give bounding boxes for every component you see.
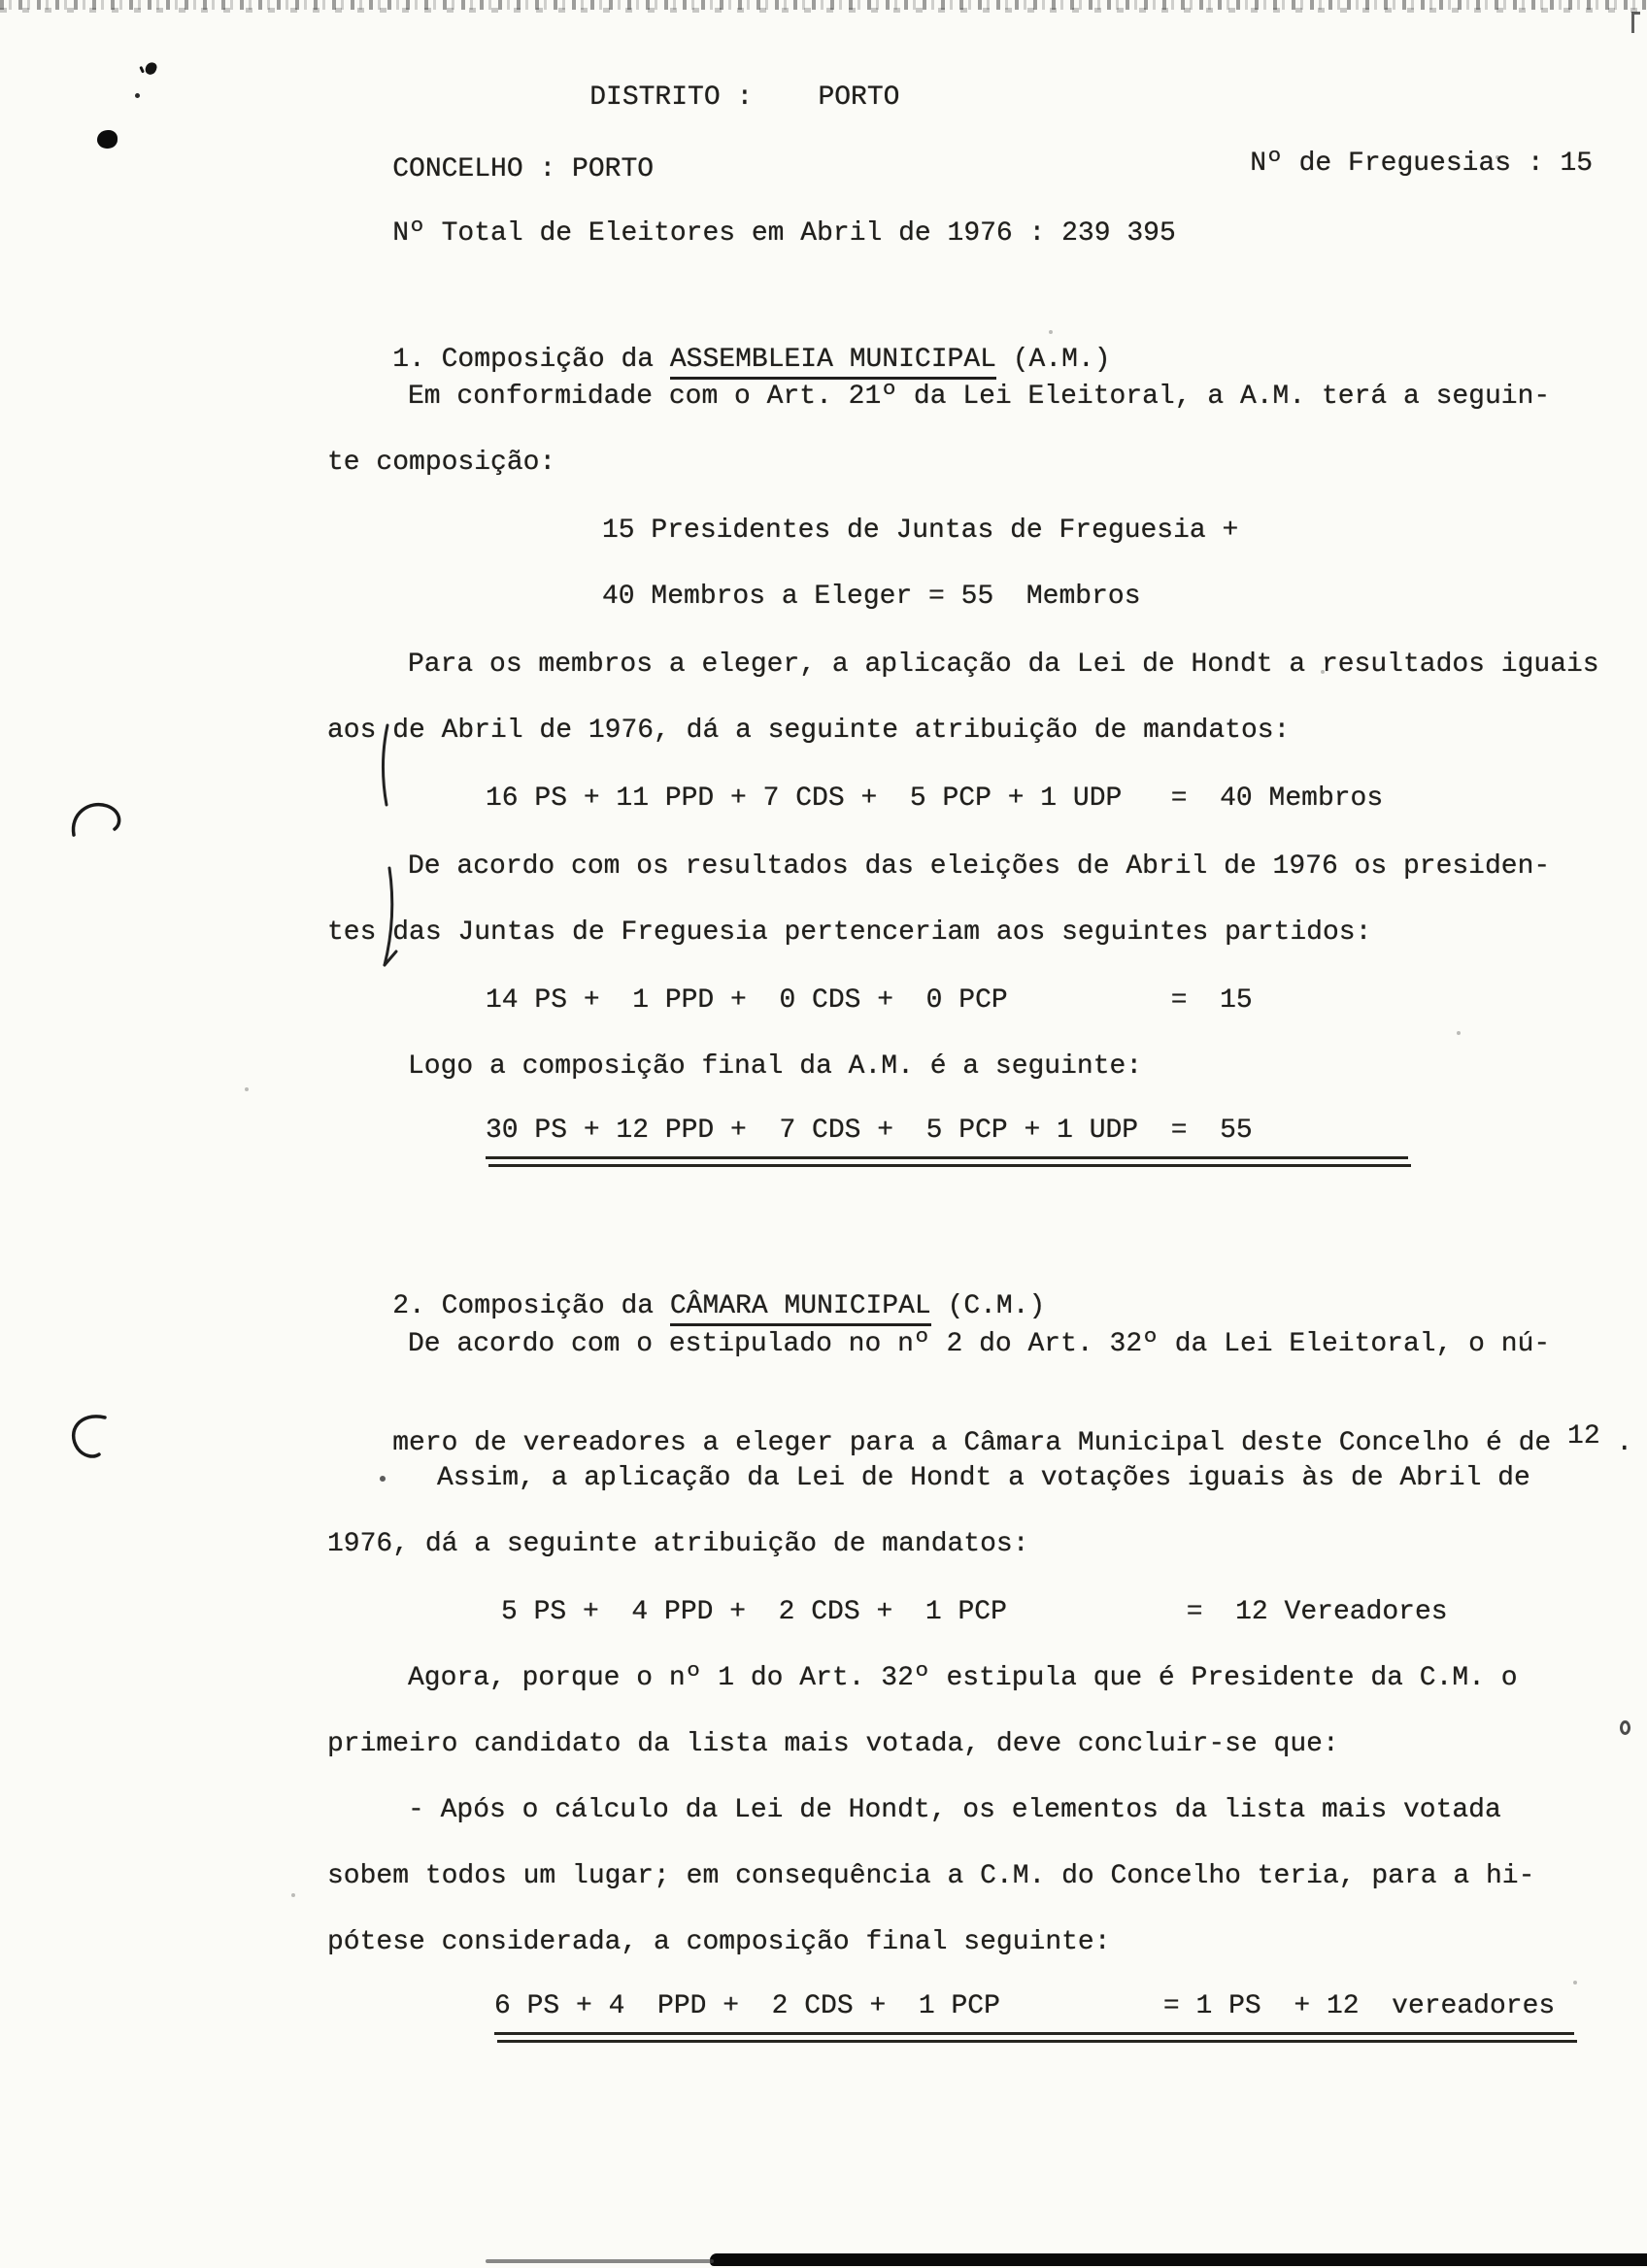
distrito-label: DISTRITO : <box>589 83 754 113</box>
s1-para3-line2: tes das Juntas de Freguesia pertenceriam aos seguintes partidos: <box>327 917 1372 948</box>
scan-line-bottom <box>486 2259 714 2263</box>
s1-composition-line1: 15 Presidentes de Juntas de Freguesia + <box>602 516 1239 546</box>
concelho-value: PORTO <box>572 154 655 184</box>
eleitores-label: Nº Total de Eleitores em Abril de 1976 : <box>392 218 1046 249</box>
s2-para4-line2: sobem todos um lugar; em consequência a C.M. do Concelho teria, para a hi- <box>327 1861 1535 1891</box>
s2-para3-line1: Agora, porque o nº 1 do Art. 32º estipula que é Presidente da C.M. o <box>408 1663 1518 1693</box>
ink-blot-large <box>97 130 118 149</box>
eleitores-line <box>327 184 1176 284</box>
section2-heading-suffix: (C.M.) <box>930 1291 1046 1321</box>
pen-mark-curl-2 <box>62 1410 122 1464</box>
freguesias-value: 15 <box>1560 149 1594 179</box>
ink-blot-tiny <box>135 93 140 98</box>
section2-heading-title: CÂMARA MUNICIPAL <box>670 1291 931 1326</box>
s1-formula-presidentes: 14 PS + 1 PPD + 0 CDS + 0 PCP = 15 <box>486 985 1253 1016</box>
s2-formula-final: 6 PS + 4 PPD + 2 CDS + 1 PCP = 1 PS + 12 vereadores <box>494 1990 1574 2035</box>
s1-para1-line1: Em conformidade com o Art. 21º da Lei Eleitoral, a A.M. terá a seguin- <box>408 382 1551 412</box>
eleitores-value: 239 395 <box>1061 218 1176 249</box>
section1-heading-prefix: 1. Composição da <box>392 345 670 375</box>
s1-formula-membros: 16 PS + 11 PPD + 7 CDS + 5 PCP + 1 UDP = 40 Membros <box>486 784 1384 814</box>
s1-composition-line2: 40 Membros a Eleger = 55 Membros <box>602 582 1141 612</box>
s1-para2-line2: aos de Abril de 1976, dá a seguinte atribuição de mandatos: <box>327 716 1291 746</box>
s1-para1-line2: te composição: <box>327 448 556 478</box>
ink-blot-small <box>144 60 158 76</box>
scan-mark-top-right <box>1631 12 1637 33</box>
concelho-label: CONCELHO : <box>392 154 556 184</box>
s2-para4-line3: pótese considerada, a composição final seguinte: <box>327 1927 1111 1957</box>
s2-para2-line1: Assim, a aplicação da Lei de Hondt a votações iguais às de Abril de <box>437 1463 1530 1493</box>
s2-para3-line2: primeiro candidato da lista mais votada, deve concluir-se que: <box>327 1729 1339 1759</box>
freguesias-label: Nº de Freguesias : <box>1250 149 1544 179</box>
s2-para4-line1: - Após o cálculo da Lei de Hondt, os elementos da lista mais votada <box>408 1795 1501 1825</box>
speck <box>291 1893 295 1897</box>
section1-heading-title: ASSEMBLEIA MUNICIPAL <box>670 345 996 380</box>
s1-para4: Logo a composição final da A.M. é a seguinte: <box>408 1051 1143 1082</box>
distrito-value: PORTO <box>818 83 900 113</box>
s2-para1-line1: De acordo com o estipulado no nº 2 do Art. 32º da Lei Eleitoral, o nú- <box>408 1329 1551 1359</box>
s1-para2-line1: Para os membros a eleger, a aplicação da Lei de Hondt a resultados iguais <box>408 650 1599 680</box>
s2-para1-line2-suffix: . <box>1599 1428 1633 1458</box>
speck <box>1457 1031 1461 1035</box>
scan-mark-right-edge <box>1620 1720 1630 1735</box>
speck <box>1573 1981 1577 1984</box>
s2-formula-vereadores: 5 PS + 4 PPD + 2 CDS + 1 PCP = 12 Vereadores <box>501 1597 1448 1627</box>
pen-mark-curl-1 <box>68 796 138 847</box>
freguesias-line <box>1185 115 1593 214</box>
speck <box>245 1087 249 1091</box>
s1-formula-final: 30 PS + 12 PPD + 7 CDS + 5 PCP + 1 UDP = 55 <box>486 1115 1408 1159</box>
s2-vereadores-count: 12 <box>1567 1421 1600 1451</box>
scan-noise-top-edge-2 <box>0 8 1647 13</box>
scan-bar-bottom <box>710 2253 1647 2266</box>
section1-heading-suffix: (A.M.) <box>995 345 1111 375</box>
s2-para2-line2: 1976, dá a seguinte atribuição de mandatos: <box>327 1529 1029 1559</box>
s1-para3-line1: De acordo com os resultados das eleições de Abril de 1976 os presiden- <box>408 851 1551 882</box>
s2-para1-line2-prefix: mero de vereadores a eleger para a Câmara Municipal deste Concelho é de <box>392 1428 1568 1458</box>
section2-heading-prefix: 2. Composição da <box>392 1291 670 1321</box>
